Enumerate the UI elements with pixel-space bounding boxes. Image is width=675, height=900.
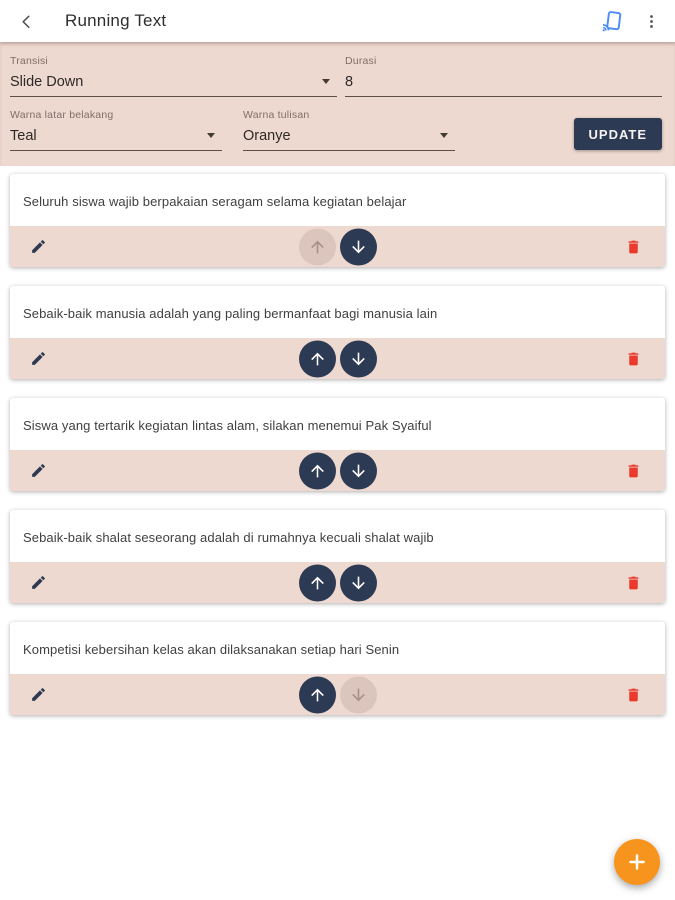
reorder-buttons xyxy=(299,340,377,377)
arrow-up-icon xyxy=(308,237,327,256)
more-vert-icon xyxy=(643,12,660,31)
message-card xyxy=(10,286,665,379)
edit-button[interactable] xyxy=(30,462,47,479)
update-button[interactable]: UPDATE xyxy=(574,118,662,150)
trash-icon xyxy=(625,574,642,592)
reorder-buttons xyxy=(299,452,377,489)
edit-button[interactable] xyxy=(30,350,47,367)
message-list xyxy=(0,166,675,715)
move-down-button[interactable] xyxy=(340,452,377,489)
transition-value: Slide Down xyxy=(10,73,84,90)
trash-icon xyxy=(625,686,642,704)
arrow-down-icon xyxy=(349,573,368,592)
transition-label: Transisi xyxy=(10,55,48,67)
delete-button[interactable] xyxy=(625,462,642,480)
background-color-value: Teal xyxy=(10,127,37,144)
trash-icon xyxy=(625,350,642,368)
background-color-label: Warna latar belakang xyxy=(10,109,114,121)
move-up-button[interactable] xyxy=(299,228,336,265)
arrow-up-icon xyxy=(308,685,327,704)
duration-field xyxy=(345,55,662,97)
settings-row-2 xyxy=(10,109,662,151)
arrow-down-icon xyxy=(349,685,368,704)
duration-label: Durasi xyxy=(345,55,377,67)
delete-button[interactable] xyxy=(625,238,642,256)
move-up-button[interactable] xyxy=(299,452,336,489)
message-actions xyxy=(10,674,665,715)
back-button[interactable] xyxy=(16,11,37,32)
arrow-up-icon xyxy=(308,349,327,368)
pencil-icon xyxy=(30,350,47,367)
move-down-button[interactable] xyxy=(340,564,377,601)
move-down-button[interactable] xyxy=(340,676,377,713)
move-down-button[interactable] xyxy=(340,340,377,377)
trash-icon xyxy=(625,238,642,256)
chevron-down-icon xyxy=(322,79,330,84)
reorder-buttons xyxy=(299,228,377,265)
edit-button[interactable] xyxy=(30,686,47,703)
arrow-down-icon xyxy=(349,349,368,368)
app-bar xyxy=(0,0,675,42)
add-message-fab[interactable] xyxy=(614,839,660,885)
text-color-value: Oranye xyxy=(243,127,291,144)
message-text: Siswa yang tertarik kegiatan lintas alam, silakan menemui Pak Syaiful xyxy=(23,418,432,433)
chevron-down-icon xyxy=(207,133,215,138)
duration-input[interactable] xyxy=(345,74,660,90)
trash-icon xyxy=(625,462,642,480)
message-card xyxy=(10,510,665,603)
arrow-up-icon xyxy=(308,573,327,592)
chevron-left-icon xyxy=(16,11,37,32)
text-color-select[interactable] xyxy=(243,109,455,151)
appbar-actions xyxy=(600,10,660,33)
edit-button[interactable] xyxy=(30,574,47,591)
message-text: Seluruh siswa wajib berpakaian seragam selama kegiatan belajar xyxy=(23,194,407,209)
pencil-icon xyxy=(30,574,47,591)
message-actions xyxy=(10,338,665,379)
edit-button[interactable] xyxy=(30,238,47,255)
background-color-select[interactable] xyxy=(10,109,222,151)
delete-button[interactable] xyxy=(625,350,642,368)
screen-cast-icon xyxy=(600,10,623,33)
pencil-icon xyxy=(30,686,47,703)
delete-button[interactable] xyxy=(625,686,642,704)
pencil-icon xyxy=(30,462,47,479)
settings-panel xyxy=(0,42,675,166)
move-up-button[interactable] xyxy=(299,564,336,601)
message-text: Sebaik-baik shalat seseorang adalah di rumahnya kecuali shalat wajib xyxy=(23,530,434,545)
overflow-menu-button[interactable] xyxy=(643,12,660,31)
chevron-down-icon xyxy=(440,133,448,138)
text-color-label: Warna tulisan xyxy=(243,109,310,121)
transition-select[interactable] xyxy=(10,55,337,97)
message-actions xyxy=(10,450,665,491)
page-title: Running Text xyxy=(65,11,167,30)
arrow-up-icon xyxy=(308,461,327,480)
message-text: Sebaik-baik manusia adalah yang paling bermanfaat bagi manusia lain xyxy=(23,306,438,321)
message-card xyxy=(10,174,665,267)
settings-row-1 xyxy=(10,55,662,97)
cast-button[interactable] xyxy=(600,10,623,33)
arrow-down-icon xyxy=(349,237,368,256)
message-card xyxy=(10,398,665,491)
reorder-buttons xyxy=(299,676,377,713)
pencil-icon xyxy=(30,238,47,255)
message-actions xyxy=(10,562,665,603)
plus-icon xyxy=(626,851,648,873)
move-down-button[interactable] xyxy=(340,228,377,265)
move-up-button[interactable] xyxy=(299,340,336,377)
move-up-button[interactable] xyxy=(299,676,336,713)
reorder-buttons xyxy=(299,564,377,601)
message-actions xyxy=(10,226,665,267)
message-card xyxy=(10,622,665,715)
delete-button[interactable] xyxy=(625,574,642,592)
arrow-down-icon xyxy=(349,461,368,480)
message-text: Kompetisi kebersihan kelas akan dilaksanakan setiap hari Senin xyxy=(23,642,400,657)
